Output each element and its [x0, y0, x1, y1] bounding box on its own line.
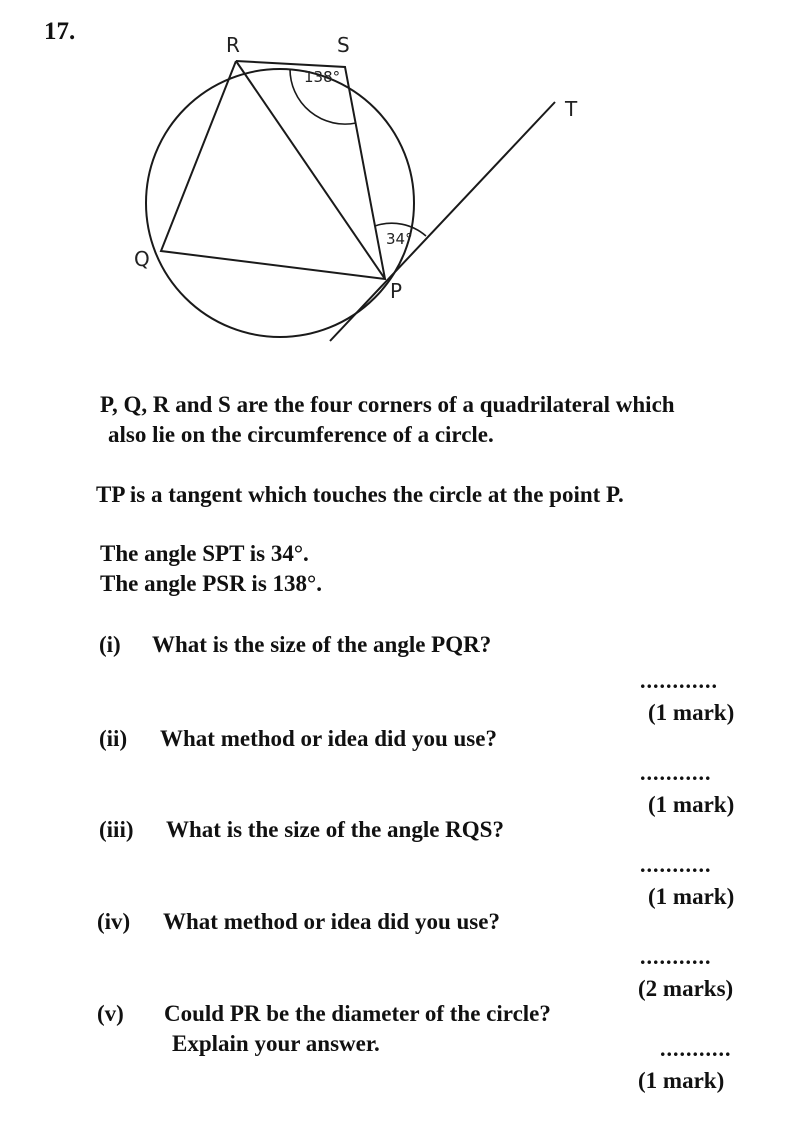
part-iii-number: (iii) [99, 817, 134, 842]
intro-line-1: P, Q, R and S are the four corners of a quadrilateral which [100, 392, 675, 417]
tangent-line [330, 102, 555, 341]
circle [146, 69, 414, 337]
label-p: P [390, 279, 403, 303]
part-v-question-line-2: Explain your answer. [172, 1031, 380, 1056]
part-ii-answer-line[interactable]: ........... [640, 760, 712, 785]
part-iv-marks: (2 marks) [638, 976, 734, 1001]
part-iii-question: What is the size of the angle RQS? [166, 817, 504, 842]
part-iii-answer-line[interactable]: ........... [640, 852, 712, 877]
angle-label-psr: 138° [304, 68, 341, 86]
part-i-answer-line[interactable]: ............ [640, 668, 718, 693]
diagonal-rp [236, 61, 385, 279]
part-iii-marks: (1 mark) [648, 884, 735, 909]
part-iv-answer-line[interactable]: ........... [640, 944, 712, 969]
intro-line-2: also lie on the circumference of a circle. [108, 422, 494, 447]
label-q: Q [134, 247, 150, 271]
angle-psr-statement: The angle PSR is 138°. [100, 571, 322, 596]
quadrilateral [161, 61, 385, 279]
tangent-statement: TP is a tangent which touches the circle at the point P. [96, 482, 624, 507]
angle-spt-statement: The angle SPT is 34°. [100, 541, 309, 566]
part-ii-marks: (1 mark) [648, 792, 735, 817]
circle-diagram [120, 30, 620, 360]
part-iv-number: (iv) [97, 909, 131, 934]
part-i-question: What is the size of the angle PQR? [152, 632, 492, 657]
part-v-number: (v) [97, 1001, 124, 1026]
part-ii-number: (ii) [99, 726, 128, 751]
question-number: 17. [44, 18, 76, 45]
label-r: R [226, 33, 240, 57]
part-iv-question: What method or idea did you use? [163, 909, 500, 934]
part-v-question: Could PR be the diameter of the circle? [164, 1001, 551, 1026]
part-i-marks: (1 mark) [648, 700, 735, 725]
part-ii-question: What method or idea did you use? [160, 726, 497, 751]
label-s: S [337, 33, 350, 57]
part-v-marks: (1 mark) [638, 1068, 725, 1093]
part-i-number: (i) [99, 632, 121, 657]
angle-label-spt: 34° [386, 230, 413, 248]
label-t: T [565, 97, 578, 121]
part-v-answer-line[interactable]: ........... [660, 1036, 732, 1061]
